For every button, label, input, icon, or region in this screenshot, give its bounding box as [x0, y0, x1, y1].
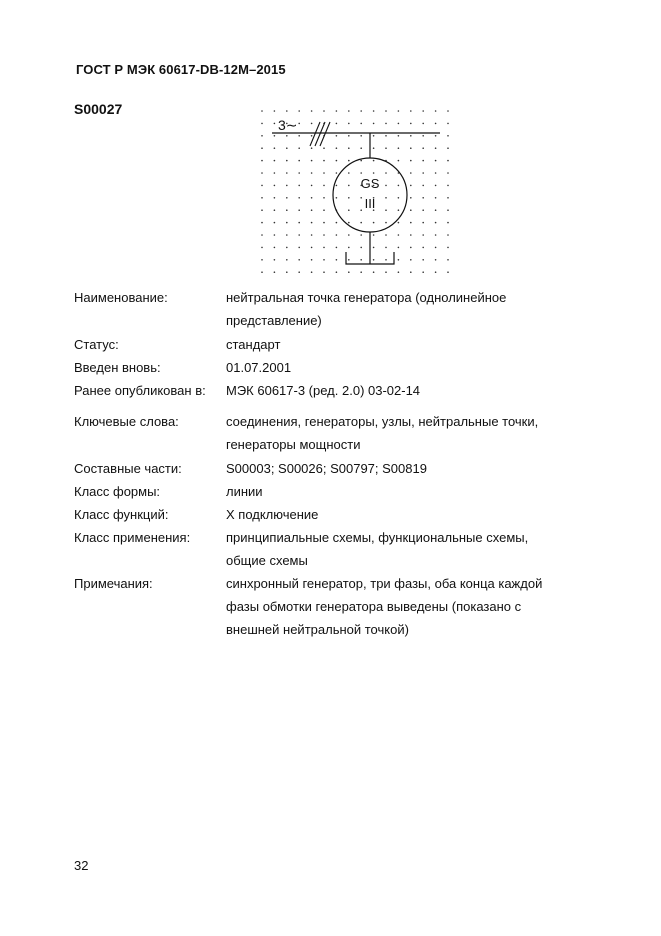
attribute-value	[226, 286, 566, 332]
attribute-value-line: общие схемы	[226, 553, 308, 568]
attribute-value	[226, 379, 566, 402]
attribute-label: Ключевые слова:	[74, 414, 179, 429]
three-phase-mark: III	[364, 196, 376, 211]
attribute-value	[226, 333, 566, 356]
attribute-value-line: генераторы мощности	[226, 437, 361, 452]
phase-label: 3∼	[278, 117, 298, 133]
attribute-value-line: представление)	[226, 313, 322, 328]
attribute-label: Класс применения:	[74, 530, 191, 545]
attribute-value-line: синхронный генератор, три фазы, оба конца каждой	[226, 576, 543, 591]
attribute-value-line: внешней нейтральной точкой)	[226, 622, 409, 637]
attribute-value	[226, 480, 566, 503]
attribute-label: Статус:	[74, 337, 119, 352]
attribute-value	[226, 526, 566, 572]
attribute-value-line: МЭК 60617-3 (ред. 2.0) 03-02-14	[226, 383, 421, 398]
attribute-value	[226, 356, 566, 379]
attribute-value-line: нейтральная точка генератора (однолинейное	[226, 290, 507, 305]
attribute-value-line: фазы обмотки генератора выведены (показано с	[226, 599, 522, 614]
attribute-value	[226, 457, 566, 480]
attribute-value	[226, 572, 566, 641]
phase-tick-1	[310, 122, 320, 146]
attribute-label: Наименование:	[74, 290, 168, 305]
attribute-label: Класс формы:	[74, 484, 161, 499]
attribute-value-line: X подключение	[226, 507, 319, 522]
generator-circle	[333, 158, 407, 232]
generator-neutral-point-symbol	[258, 106, 458, 276]
phase-tick-2	[315, 122, 325, 146]
attribute-label: Введен вновь:	[74, 360, 161, 375]
symbol-code: S00027	[74, 101, 123, 117]
symbol-drawing	[258, 106, 458, 276]
attribute-label: Примечания:	[74, 576, 153, 591]
attribute-value	[226, 410, 566, 456]
attribute-value-line: соединения, генераторы, узлы, нейтральные точки,	[226, 414, 539, 429]
attribute-label: Ранее опубликован в:	[74, 383, 206, 398]
attribute-value-line: 01.07.2001	[226, 360, 292, 375]
attribute-value	[226, 503, 566, 526]
attribute-label: Составные части:	[74, 461, 182, 476]
attribute-value-line: S00003; S00026; S00797; S00819	[226, 461, 427, 476]
generator-label: GS	[360, 176, 380, 191]
phase-tick-3	[320, 122, 330, 146]
attribute-value-line: линии	[226, 484, 263, 499]
attribute-label: Класс функций:	[74, 507, 169, 522]
document-header: ГОСТ Р МЭК 60617-DB-12M–2015	[76, 62, 286, 77]
page-number: 32	[74, 858, 89, 873]
attribute-value-line: стандарт	[226, 337, 281, 352]
attribute-value-line: принципиальные схемы, функциональные схемы,	[226, 530, 529, 545]
